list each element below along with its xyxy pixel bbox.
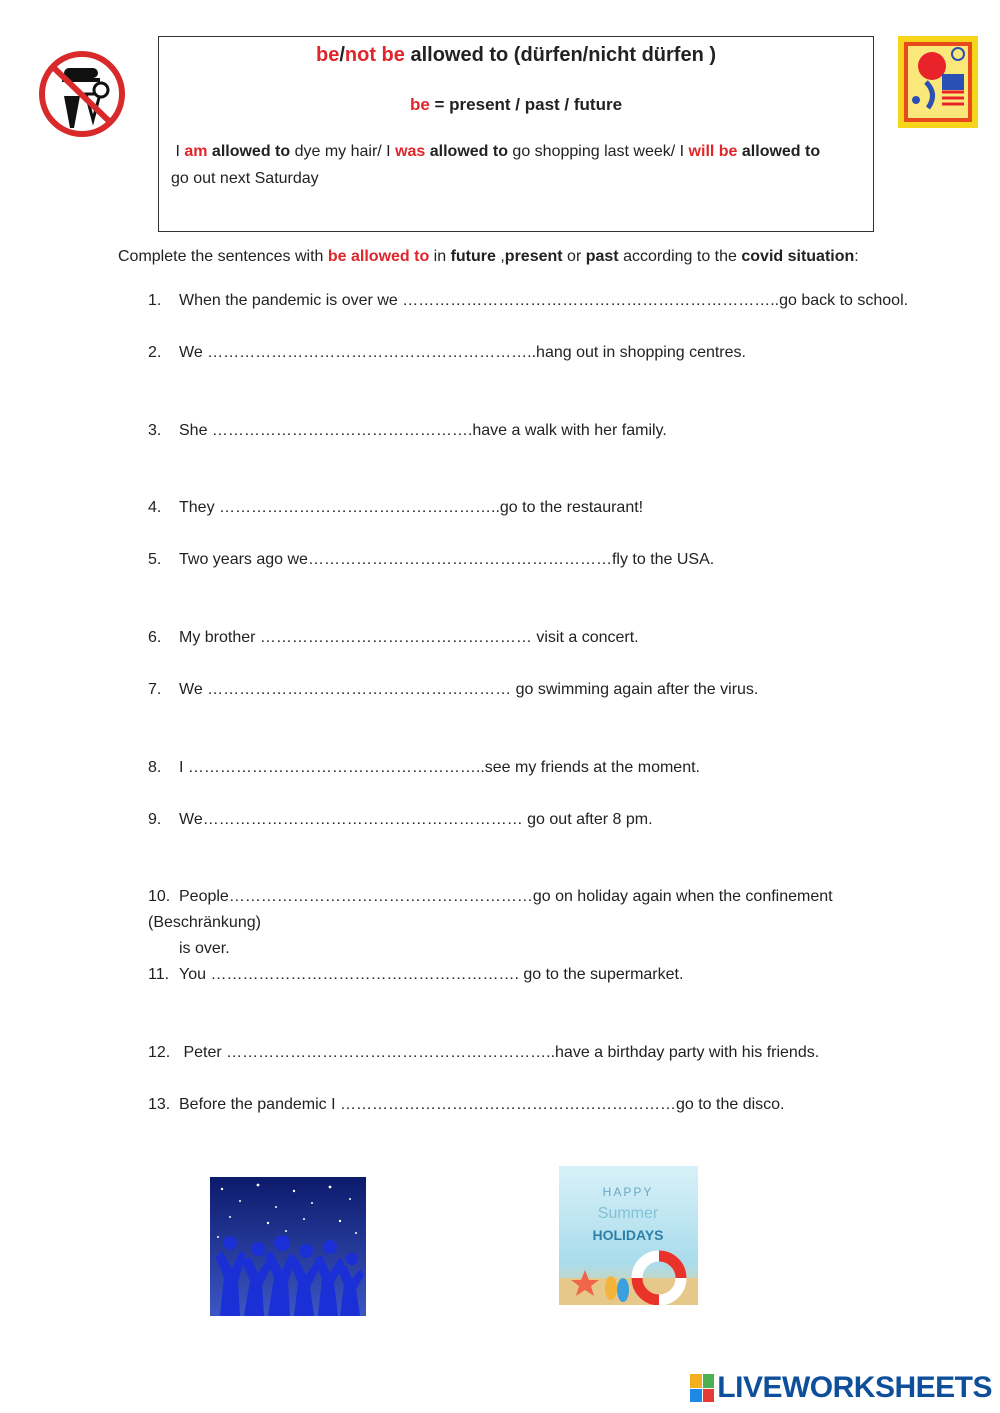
liveworksheets-logo [690,1371,992,1405]
instruction-future: future [450,248,496,265]
instruction-text: according to the [618,248,742,265]
example-allowed-1: allowed to [207,143,291,160]
question-number: 5. [148,551,162,568]
instruction-text: , [495,248,505,265]
question-number: 11. [148,966,170,983]
example-allowed-2: allowed to [425,143,508,160]
summer-holidays-image [559,1166,698,1305]
example-was: was [395,143,426,160]
logo-text: LIVEWORKSHEETS [717,1371,992,1404]
question-7 [148,677,928,703]
instruction-covid: covid situation [741,248,855,265]
logo-mark-icon [690,1374,714,1402]
example-text-2: dye my hair/ I [290,143,396,160]
question-number: 12. [148,1044,171,1061]
no-food-icon [36,50,128,138]
question-number: 7. [148,681,162,698]
instruction-key-phrase: be allowed to [327,248,430,265]
example-text-4: go out next Saturday [171,170,319,187]
question-number: 6. [148,629,162,646]
subtitle-be: be [409,95,430,114]
instruction-text: in [429,248,451,265]
question-number: 3. [148,422,162,439]
title-be: be [316,44,340,66]
question-9 [148,807,928,833]
holiday-line-1: HAPPY [602,1185,654,1199]
question-text: I ………………………………………………..see my friends at the moment. [179,759,700,776]
question-text: Two years ago we…………………………………………………fly to the USA. [179,551,715,568]
question-number: 8. [148,759,162,776]
question-12 [148,1040,928,1066]
question-6 [148,625,928,651]
party-stamp-icon [898,36,978,128]
holiday-line-3: HOLIDAYS [592,1227,664,1243]
question-number: 4. [148,499,162,516]
subtitle-rest: = present / past / future [429,95,623,114]
question-text: We ……………………………………………………..hang out in shopping centres. [179,344,746,361]
question-text: We ………………………………………………… go swimming again after the virus. [179,681,759,698]
question-number: 13. [148,1096,171,1113]
rule-examples [171,138,861,192]
title-not-be: not be [344,44,405,66]
question-text: We…………………………………………………… go out after 8 pm. [179,811,653,828]
example-will-be: will be [688,143,738,160]
question-text: Peter ……………………………………………………..have a birthday party with his friends. [179,1044,820,1061]
example-allowed-3: allowed to [737,143,821,160]
question-text: When the pandemic is over we ……………………………………………………………..go back to school. [179,292,909,309]
question-text: She ………………………………………….have a walk with her family. [179,422,667,439]
question-number: 1. [148,292,162,309]
instruction-text: or [562,248,586,265]
title-slash: / [339,44,345,66]
rule-title [158,44,874,67]
question-text: You …………………………………………………. go to the supermarket. [179,966,684,983]
instruction-present: present [504,248,563,265]
question-4 [148,495,928,521]
instruction-text: : [854,248,859,265]
example-am: am [184,143,208,160]
question-number: 9. [148,811,162,828]
holiday-line-2: Summer [597,1205,659,1222]
question-8 [148,755,928,781]
example-text-3: go shopping last week/ I [507,143,689,160]
rule-subtitle [158,95,874,115]
question-3 [148,418,928,444]
instruction-text: Complete the sentences with [118,248,328,265]
question-text: They ……………………………………………..go to the restaurant! [179,499,644,516]
question-10 [148,884,928,962]
example-text-1: I [175,143,185,160]
question-number: 2. [148,344,162,361]
question-11 [148,962,928,988]
question-text: Before the pandemic I ………………………………………………………go to the disco. [179,1096,785,1113]
question-5 [148,547,928,573]
question-13 [148,1092,928,1118]
disco-dancers-image [210,1177,366,1316]
question-1 [148,288,928,314]
question-text: People…………………………………………………go on holiday again when the confinement (Beschränkung) [148,888,833,931]
instruction-past: past [585,248,619,265]
question-2 [148,340,928,366]
question-text-continued: is over. [179,940,230,957]
instruction [118,248,918,266]
question-number: 10. [148,888,171,905]
question-text: My brother …………………………………………… visit a concert. [179,629,639,646]
title-rest: allowed to (dürfen/nicht dürfen ) [404,44,716,66]
